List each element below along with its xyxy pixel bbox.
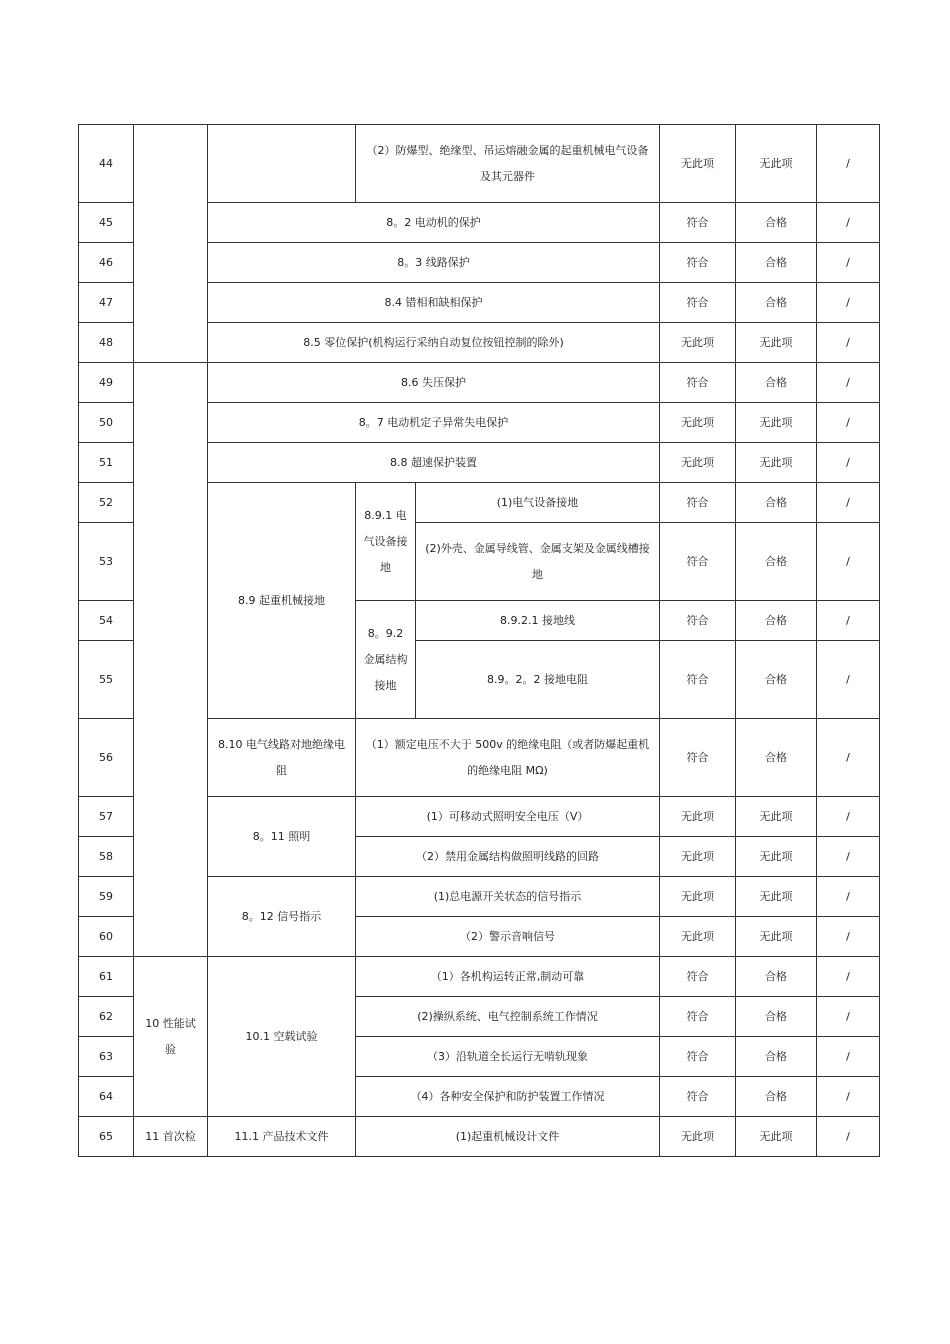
result-cell: 符合	[660, 203, 736, 243]
remark-cell: /	[817, 917, 880, 957]
remark-cell: /	[817, 243, 880, 283]
subgroup-cell: 8.9.1 电气设备接地	[356, 483, 416, 601]
item-cell: (2)外壳、金属导线管、金属支架及金属线槽接地	[416, 523, 660, 601]
remark-cell: /	[817, 125, 880, 203]
subcategory-cell: 8。12 信号指示	[208, 877, 356, 957]
conclusion-cell: 合格	[736, 283, 817, 323]
row-number: 47	[79, 283, 134, 323]
row-number: 49	[79, 363, 134, 403]
remark-cell: /	[817, 997, 880, 1037]
item-cell: (1）可移动式照明安全电压（V）	[356, 797, 660, 837]
item-cell: 8。7 电动机定子异常失电保护	[208, 403, 660, 443]
subcategory-cell	[208, 125, 356, 203]
row-number: 48	[79, 323, 134, 363]
conclusion-cell: 合格	[736, 957, 817, 997]
conclusion-cell: 无此项	[736, 323, 817, 363]
item-cell: (2)操纵系统、电气控制系统工作情况	[356, 997, 660, 1037]
category-cell: 10 性能试验	[134, 957, 208, 1117]
conclusion-cell: 合格	[736, 243, 817, 283]
conclusion-cell: 合格	[736, 1037, 817, 1077]
result-cell: 无此项	[660, 877, 736, 917]
item-cell: （2）防爆型、绝缘型、吊运熔融金属的起重机械电气设备及其元器件	[356, 125, 660, 203]
result-cell: 符合	[660, 641, 736, 719]
remark-cell: /	[817, 601, 880, 641]
conclusion-cell: 无此项	[736, 403, 817, 443]
conclusion-cell: 合格	[736, 483, 817, 523]
row-number: 46	[79, 243, 134, 283]
remark-cell: /	[817, 797, 880, 837]
subcategory-cell: 8.9 起重机械接地	[208, 483, 356, 719]
remark-cell: /	[817, 523, 880, 601]
remark-cell: /	[817, 1117, 880, 1157]
conclusion-cell: 无此项	[736, 917, 817, 957]
row-number: 44	[79, 125, 134, 203]
subcategory-cell: 8。11 照明	[208, 797, 356, 877]
subgroup-cell: 8。9.2 金属结构接地	[356, 601, 416, 719]
result-cell: 无此项	[660, 443, 736, 483]
remark-cell: /	[817, 323, 880, 363]
category-cell	[134, 363, 208, 957]
conclusion-cell: 无此项	[736, 1117, 817, 1157]
category-cell	[134, 125, 208, 363]
row-number: 63	[79, 1037, 134, 1077]
item-cell: 8.9。2。2 接地电阻	[416, 641, 660, 719]
subcategory-cell: 11.1 产品技术文件	[208, 1117, 356, 1157]
remark-cell: /	[817, 957, 880, 997]
conclusion-cell: 无此项	[736, 877, 817, 917]
remark-cell: /	[817, 1037, 880, 1077]
conclusion-cell: 合格	[736, 719, 817, 797]
row-number: 60	[79, 917, 134, 957]
table-row	[79, 1117, 880, 1157]
row-number: 65	[79, 1117, 134, 1157]
conclusion-cell: 合格	[736, 1077, 817, 1117]
result-cell: 符合	[660, 1077, 736, 1117]
inspection-table	[78, 124, 880, 1157]
item-cell: 8.5 零位保护(机构运行采纳自动复位按钮控制的除外)	[208, 323, 660, 363]
conclusion-cell: 无此项	[736, 837, 817, 877]
row-number: 59	[79, 877, 134, 917]
item-cell: (1)总电源开关状态的信号指示	[356, 877, 660, 917]
item-cell: (1)起重机械设计文件	[356, 1117, 660, 1157]
item-cell: （3）沿轨道全长运行无啃轨现象	[356, 1037, 660, 1077]
result-cell: 无此项	[660, 797, 736, 837]
remark-cell: /	[817, 1077, 880, 1117]
remark-cell: /	[817, 719, 880, 797]
row-number: 55	[79, 641, 134, 719]
conclusion-cell: 合格	[736, 601, 817, 641]
result-cell: 无此项	[660, 125, 736, 203]
remark-cell: /	[817, 283, 880, 323]
item-cell: 8.8 超速保护装置	[208, 443, 660, 483]
remark-cell: /	[817, 837, 880, 877]
result-cell: 符合	[660, 1037, 736, 1077]
item-cell: 8.4 错相和缺相保护	[208, 283, 660, 323]
item-cell: （1）各机构运转正常,制动可靠	[356, 957, 660, 997]
row-number: 56	[79, 719, 134, 797]
row-number: 54	[79, 601, 134, 641]
remark-cell: /	[817, 877, 880, 917]
row-number: 57	[79, 797, 134, 837]
item-cell: （1）额定电压不大于 500v 的绝缘电阻（或者防爆起重机的绝缘电阻 MΩ)	[356, 719, 660, 797]
subcategory-cell: 10.1 空载试验	[208, 957, 356, 1117]
conclusion-cell: 合格	[736, 997, 817, 1037]
row-number: 58	[79, 837, 134, 877]
item-cell: （4）各种安全保护和防护装置工作情况	[356, 1077, 660, 1117]
conclusion-cell: 无此项	[736, 443, 817, 483]
result-cell: 符合	[660, 523, 736, 601]
result-cell: 符合	[660, 719, 736, 797]
result-cell: 符合	[660, 997, 736, 1037]
result-cell: 无此项	[660, 837, 736, 877]
remark-cell: /	[817, 641, 880, 719]
result-cell: 符合	[660, 957, 736, 997]
table-row	[79, 125, 880, 203]
item-cell: （2）警示音响信号	[356, 917, 660, 957]
result-cell: 符合	[660, 243, 736, 283]
row-number: 52	[79, 483, 134, 523]
item-cell: 8。2 电动机的保护	[208, 203, 660, 243]
remark-cell: /	[817, 363, 880, 403]
result-cell: 符合	[660, 283, 736, 323]
subcategory-cell: 8.10 电气线路对地绝缘电阻	[208, 719, 356, 797]
row-number: 61	[79, 957, 134, 997]
conclusion-cell: 合格	[736, 523, 817, 601]
conclusion-cell: 合格	[736, 363, 817, 403]
result-cell: 符合	[660, 601, 736, 641]
result-cell: 无此项	[660, 323, 736, 363]
table-row	[79, 363, 880, 403]
result-cell: 无此项	[660, 403, 736, 443]
remark-cell: /	[817, 443, 880, 483]
category-cell: 11 首次检	[134, 1117, 208, 1157]
item-cell: 8。3 线路保护	[208, 243, 660, 283]
row-number: 50	[79, 403, 134, 443]
item-cell: 8.9.2.1 接地线	[416, 601, 660, 641]
conclusion-cell: 合格	[736, 203, 817, 243]
row-number: 64	[79, 1077, 134, 1117]
result-cell: 无此项	[660, 917, 736, 957]
remark-cell: /	[817, 483, 880, 523]
table-row	[79, 957, 880, 997]
row-number: 53	[79, 523, 134, 601]
item-cell: 8.6 失压保护	[208, 363, 660, 403]
conclusion-cell: 合格	[736, 641, 817, 719]
row-number: 51	[79, 443, 134, 483]
row-number: 45	[79, 203, 134, 243]
row-number: 62	[79, 997, 134, 1037]
result-cell: 符合	[660, 483, 736, 523]
item-cell: (1)电气设备接地	[416, 483, 660, 523]
conclusion-cell: 无此项	[736, 797, 817, 837]
remark-cell: /	[817, 403, 880, 443]
result-cell: 无此项	[660, 1117, 736, 1157]
remark-cell: /	[817, 203, 880, 243]
conclusion-cell: 无此项	[736, 125, 817, 203]
item-cell: （2）禁用金属结构做照明线路的回路	[356, 837, 660, 877]
result-cell: 符合	[660, 363, 736, 403]
